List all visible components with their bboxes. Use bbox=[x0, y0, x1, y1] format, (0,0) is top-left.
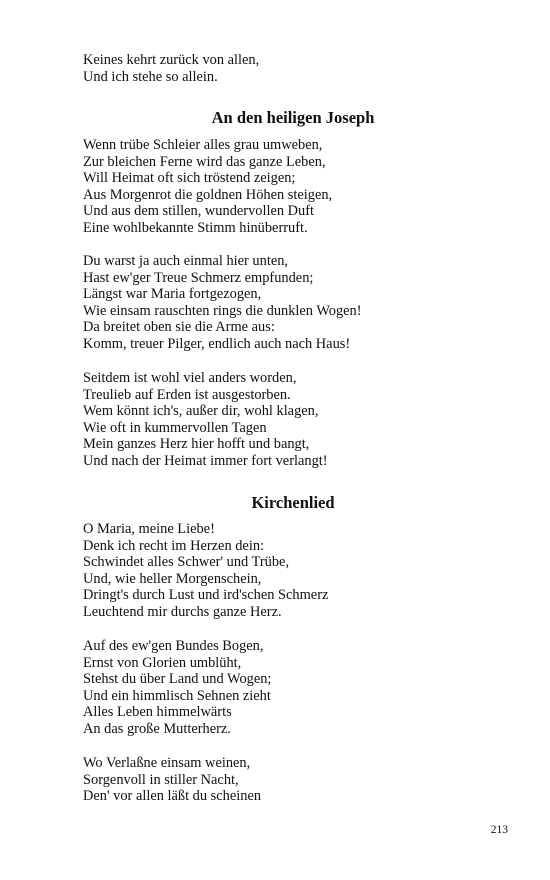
verse-line: Komm, treuer Pilger, endlich auch nach Haus! bbox=[83, 335, 351, 352]
page-number: 213 bbox=[490, 824, 508, 836]
verse-line: Seitdem ist wohl viel anders worden, bbox=[83, 370, 297, 386]
poem1-stanza-2 bbox=[83, 253, 503, 353]
verse-line: Sorgenvoll in stiller Nacht, bbox=[83, 771, 239, 788]
poem-title-joseph: An den heiligen Joseph bbox=[211, 108, 375, 127]
poem2-stanza-3 bbox=[83, 755, 503, 805]
verse-line: Zur bleichen Ferne wird das ganze Leben, bbox=[83, 153, 326, 170]
verse-line: Alles Leben himmelwärts bbox=[83, 704, 232, 721]
verse-line: Denk ich recht im Herzen dein: bbox=[83, 537, 265, 554]
verse-line: Eine wohlbekannte Stimm hinüberruft. bbox=[83, 219, 308, 236]
verse-line: Und, wie heller Morgenschein, bbox=[83, 570, 262, 587]
verse-line: An das große Mutterherz. bbox=[83, 720, 231, 737]
poem1-stanza-3 bbox=[83, 370, 503, 470]
intro-stanza bbox=[83, 52, 503, 85]
verse-line: Leuchtend mir durchs ganze Herz. bbox=[83, 603, 282, 620]
verse-line: Und nach der Heimat immer fort verlangt! bbox=[83, 452, 328, 469]
verse-line: Und ein himmlisch Sehnen zieht bbox=[83, 687, 271, 704]
verse-line: Treulieb auf Erden ist ausgestorben. bbox=[83, 386, 291, 403]
verse-line: Hast ew'ger Treue Schmerz empfunden; bbox=[83, 269, 314, 286]
verse-line: Wie oft in kummervollen Tagen bbox=[83, 419, 267, 436]
verse-line: Mein ganzes Herz hier hofft und bangt, bbox=[83, 436, 310, 453]
verse-line: Will Heimat oft sich tröstend zeigen; bbox=[83, 170, 296, 187]
verse-line: Den' vor allen läßt du scheinen bbox=[83, 788, 262, 805]
verse-line: Wem könnt ich's, außer dir, wohl klagen, bbox=[83, 403, 319, 420]
verse-line: Wie einsam rauschten rings die dunklen Wogen! bbox=[83, 302, 362, 319]
verse-line: Aus Morgenrot die goldnen Höhen steigen, bbox=[83, 186, 333, 203]
poem2-stanza-1 bbox=[83, 521, 503, 621]
poem-title-kirchenlied: Kirchenlied bbox=[251, 493, 335, 512]
verse-line: Wenn trübe Schleier alles grau umweben, bbox=[83, 137, 323, 153]
verse-line: Ernst von Glorien umblüht, bbox=[83, 654, 242, 671]
verse-line: Wo Verlaßne einsam weinen, bbox=[83, 755, 251, 771]
verse-line: Schwindet alles Schwer' und Trübe, bbox=[83, 554, 290, 571]
verse-line: Stehst du über Land und Wogen; bbox=[83, 671, 272, 688]
verse-line: Keines kehrt zurück von allen, bbox=[83, 52, 260, 68]
verse-line: Und aus dem stillen, wundervollen Duft bbox=[83, 203, 315, 220]
poem1-stanza-1 bbox=[83, 137, 503, 237]
verse-line: Auf des ew'gen Bundes Bogen, bbox=[83, 638, 264, 654]
verse-line: O Maria, meine Liebe! bbox=[83, 521, 215, 537]
verse-line: Dringt's durch Lust und ird'schen Schmerz bbox=[83, 587, 329, 604]
verse-line: Du warst ja auch einmal hier unten, bbox=[83, 253, 288, 269]
verse-line: Da breitet oben sie die Arme aus: bbox=[83, 319, 275, 336]
poem2-stanza-2 bbox=[83, 638, 503, 738]
verse-line: Und ich stehe so allein. bbox=[83, 68, 218, 85]
verse-line: Längst war Maria fortgezogen, bbox=[83, 286, 262, 303]
